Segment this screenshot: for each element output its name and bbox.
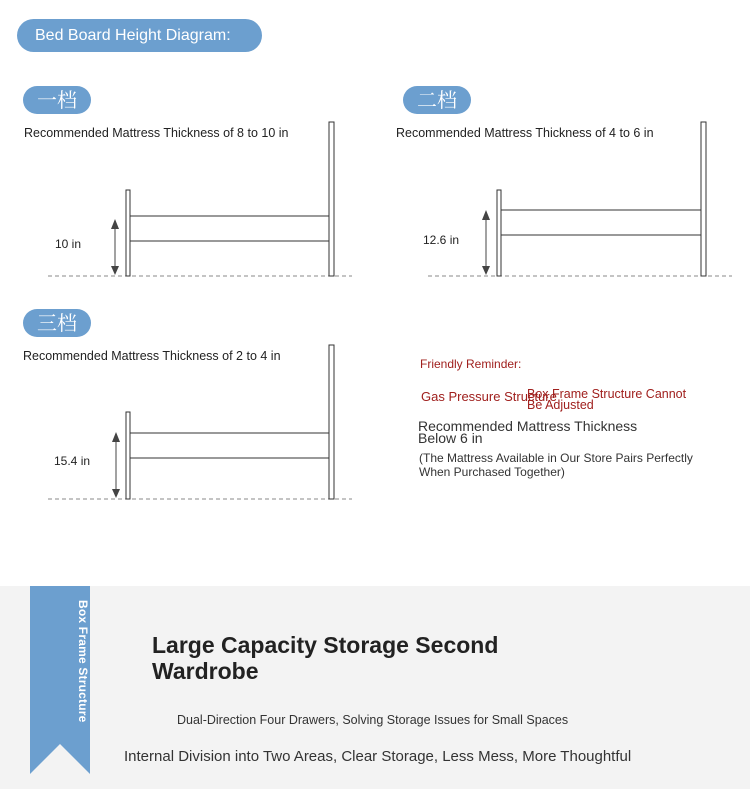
level-1-recommendation: Recommended Mattress Thickness of 8 to 10 in [24, 126, 289, 140]
level-3-height-label: 15.4 in [54, 454, 91, 468]
ribbon-label: Box Frame Structure [76, 600, 90, 723]
reminder-note: (The Mattress Available in Our Store Pairs Perfectly When Purchased Together) [419, 451, 693, 479]
level-1-badge-label: 一档 [37, 88, 77, 112]
storage-title: Large Capacity Storage Second Wardrobe [152, 632, 499, 684]
level-1-height-label: 10 in [55, 237, 82, 251]
reminder-recommended-thickness: Recommended Mattress Thickness Below 6 in [418, 418, 638, 446]
box-frame-label: Box Frame Structure Cannot Be Adjusted [527, 387, 687, 412]
diagram-title: Bed Board Height Diagram: [35, 27, 231, 44]
reminder-title: Friendly Reminder: [420, 357, 522, 371]
level-2-badge-label: 二档 [417, 88, 457, 112]
level-3-badge-label: 三档 [37, 311, 77, 335]
level-3-recommendation: Recommended Mattress Thickness of 2 to 4 in [23, 349, 281, 363]
storage-subtitle: Dual-Direction Four Drawers, Solving Storage Issues for Small Spaces [177, 713, 569, 727]
storage-tagline: Internal Division into Two Areas, Clear Storage, Less Mess, More Thoughtful [124, 748, 632, 765]
gas-pressure-label: Gas Pressure Structure [421, 389, 557, 404]
level-2-height-label: 12.6 in [423, 233, 460, 247]
level-2-recommendation: Recommended Mattress Thickness of 4 to 6 in [396, 126, 654, 140]
